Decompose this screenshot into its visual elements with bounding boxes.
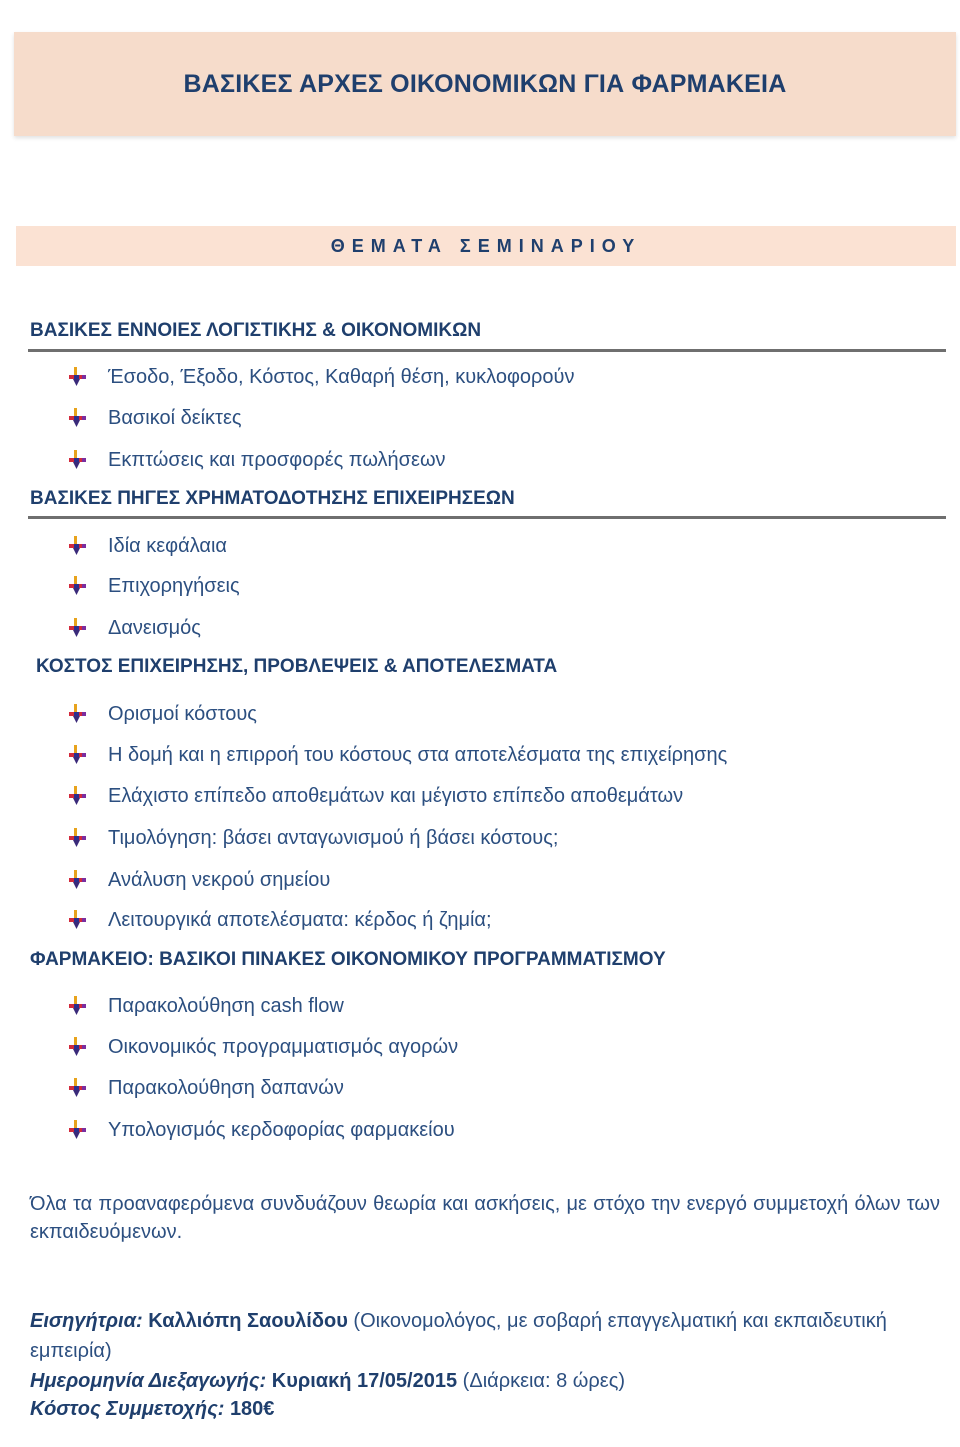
list-item: Επιχορηγήσεις: [68, 571, 240, 601]
list-item: Ανάλυση νεκρού σημείου: [68, 865, 330, 895]
topics-heading: ΘΕΜΑΤΑ ΣΕΜΙΝΑΡΙΟΥ: [330, 235, 642, 256]
summary-paragraph: Όλα τα προαναφερόμενα συνδυάζουν θεωρία και ασκήσεις, με στόχο την ενεργό συμμετοχή όλων των εκπαιδευόμενων.: [30, 1193, 940, 1243]
arrow-down-bullet-icon: [68, 535, 90, 557]
instructor-line: [30, 1306, 940, 1366]
arrow-down-bullet-icon: [68, 785, 90, 807]
arrow-down-bullet-icon: [68, 909, 90, 931]
list-item: Λειτουργικά αποτελέσματα: κέρδος ή ζημία;: [68, 905, 492, 935]
list-item: Τιμολόγηση: βάσει ανταγωνισμού ή βάσει κόστους;: [68, 823, 558, 853]
arrow-down-bullet-icon: [68, 575, 90, 597]
arrow-down-bullet-icon: [68, 1036, 90, 1058]
instructor-note: (Οικονομολόγος, με σοβαρή επαγγελματική και εκπαιδευτική εμπειρία): [30, 1310, 887, 1362]
section-rule: [28, 349, 946, 352]
section-heading-financing: ΒΑΣΙΚΕΣ ΠΗΓΕΣ ΧΡΗΜΑΤΟΔΟΤΗΣΗΣ ΕΠΙΧΕΙΡΗΣΕΩΝ: [30, 488, 515, 509]
list-item: Υπολογισμός κερδοφορίας φαρμακείου: [68, 1115, 455, 1145]
arrow-down-bullet-icon: [68, 995, 90, 1017]
arrow-down-bullet-icon: [68, 366, 90, 388]
date-value: Κυριακή 17/05/2015: [271, 1370, 458, 1392]
list-item: Παρακολούθηση δαπανών: [68, 1073, 344, 1103]
section-heading-pharmacy: ΦΑΡΜΑΚΕΙΟ: ΒΑΣΙΚΟΙ ΠΙΝΑΚΕΣ ΟΙΚΟΝΟΜΙΚΟΥ ΠΡΟΓΡΑΜΜΑΤΙΣΜΟΥ: [30, 949, 666, 970]
date-line: [30, 1366, 940, 1396]
list-item: Ορισμοί κόστους: [68, 699, 257, 729]
date-label: Ημερομηνία Διεξαγωγής:: [30, 1370, 267, 1392]
section-rule: [28, 516, 946, 519]
page-title: ΒΑΣΙΚΕΣ ΑΡΧΕΣ ΟΙΚΟΝΟΜΙΚΩΝ ΓΙΑ ΦΑΡΜΑΚΕΙΑ: [183, 69, 787, 98]
arrow-down-bullet-icon: [68, 703, 90, 725]
instructor-name: Καλλιόπη Σαουλίδου: [148, 1310, 348, 1332]
list-item: Δανεισμός: [68, 613, 201, 643]
cost-label: Κόστος Συμμετοχής:: [30, 1398, 225, 1420]
arrow-down-bullet-icon: [68, 449, 90, 471]
list-item: Οικονομικός προγραμματισμός αγορών: [68, 1032, 458, 1062]
arrow-down-bullet-icon: [68, 1077, 90, 1099]
list-item: Ελάχιστο επίπεδο αποθεμάτων και μέγιστο επίπεδο αποθεμάτων: [68, 781, 683, 811]
instructor-label: Εισηγήτρια:: [30, 1310, 143, 1332]
arrow-down-bullet-icon: [68, 827, 90, 849]
title-banner: [14, 32, 956, 136]
arrow-down-bullet-icon: [68, 1119, 90, 1141]
list-item: Βασικοί δείκτες: [68, 403, 242, 433]
duration-note: (Διάρκεια: 8 ώρες): [462, 1370, 625, 1392]
list-item: Η δομή και η επιρροή του κόστους στα αποτελέσματα της επιχείρησης: [68, 740, 727, 770]
cost-line: [30, 1394, 940, 1424]
arrow-down-bullet-icon: [68, 744, 90, 766]
section-heading-cost: ΚΟΣΤΟΣ ΕΠΙΧΕΙΡΗΣΗΣ, ΠΡΟΒΛΕΨΕΙΣ & ΑΠΟΤΕΛΕΣΜΑΤΑ: [36, 656, 558, 677]
arrow-down-bullet-icon: [68, 407, 90, 429]
list-item: Παρακολούθηση cash flow: [68, 991, 344, 1021]
list-item: Έσοδο, Έξοδο, Κόστος, Καθαρή θέση, κυκλοφορούν: [68, 362, 574, 392]
section-heading-accounting: ΒΑΣΙΚΕΣ ΕΝΝΟΙΕΣ ΛΟΓΙΣΤΙΚΗΣ & ΟΙΚΟΝΟΜΙΚΩΝ: [30, 320, 482, 341]
arrow-down-bullet-icon: [68, 617, 90, 639]
cost-value: 180€: [229, 1398, 275, 1420]
list-item: Εκπτώσεις και προσφορές πωλήσεων: [68, 445, 446, 475]
topics-banner: [16, 226, 956, 266]
list-item: Ιδία κεφάλαια: [68, 531, 227, 561]
arrow-down-bullet-icon: [68, 869, 90, 891]
